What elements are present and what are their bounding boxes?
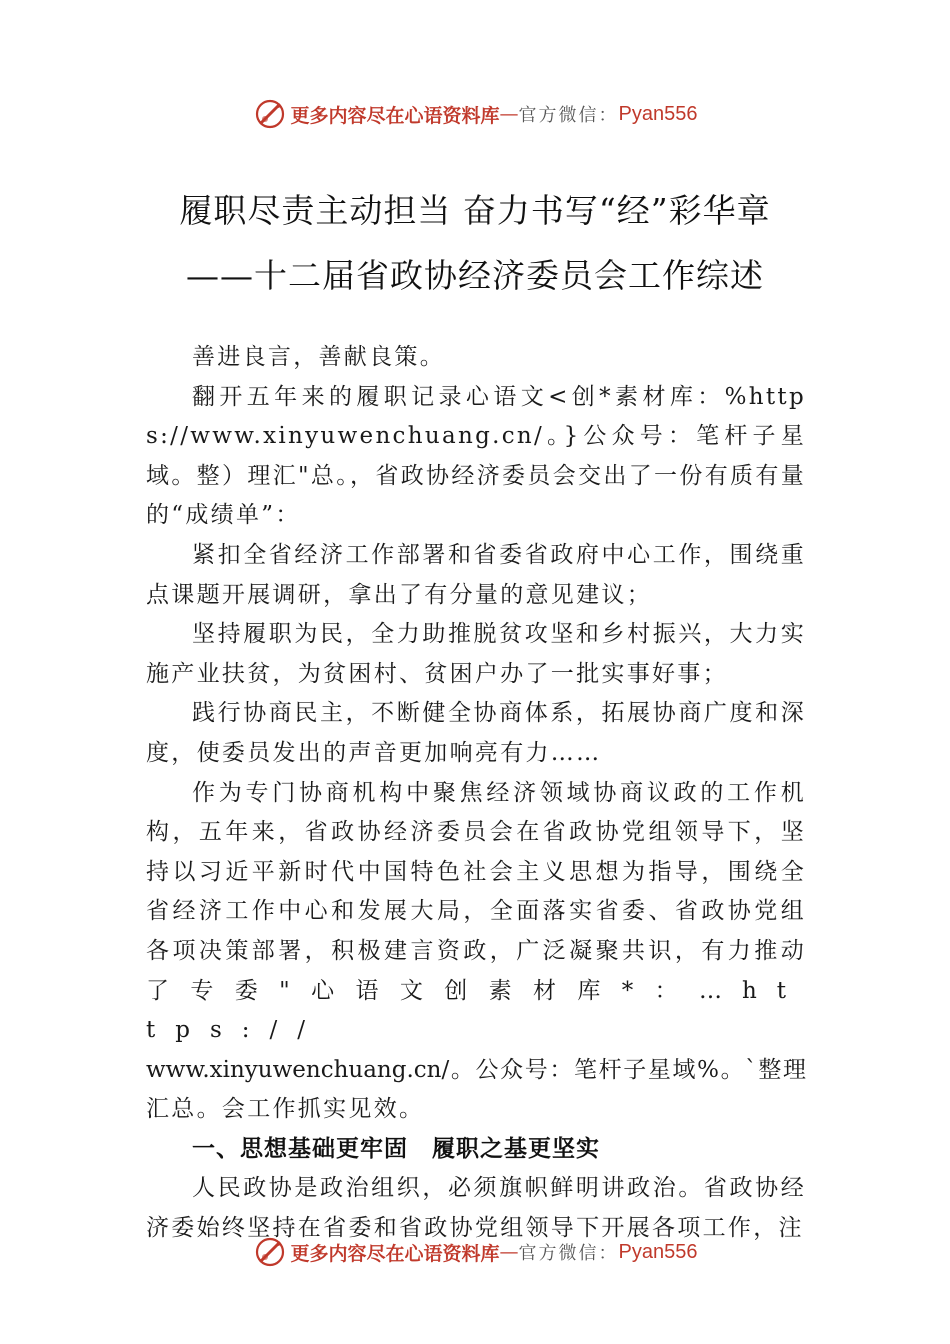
banner-wechat-id: Pyan556	[618, 1240, 698, 1263]
paragraph: 紧扣全省经济工作部署和省委省政府中心工作，围绕重点课题开展调研，拿出了有分量的意见建议；	[146, 541, 806, 608]
banner-wechat-id: Pyan556	[618, 102, 698, 125]
paragraph: 践行协商民主，不断健全协商体系，拓展协商广度和深度，使委员发出的声音更加响亮有力……	[146, 700, 806, 766]
paragraph-line: 了专委"心语文创素材库*：…https://	[146, 977, 806, 1044]
paragraph: 坚持履职为民，全力助推脱贫攻坚和乡村振兴，大力实施产业扶贫，为贫困村、贫困户办了一批实事好事；	[146, 621, 806, 687]
paragraph-line: www.xinyuwenchuang.cn/。公众号：笔杆子星域%。`整理	[146, 1056, 806, 1083]
paragraph-line: 各项决策部署，积极建言资政，广泛凝聚共识，有力推动	[146, 937, 806, 964]
paragraph: 人民政协是政治组织，必须旗帜鲜明讲政治。省政协经济委始终坚持在省委和省政协党组领导下开展各项工作，注	[146, 1175, 806, 1242]
section-heading: 一、思想基础更牢固 履职之基更坚实	[192, 1135, 600, 1162]
banner-wechat-label: 官方微信：	[518, 1243, 619, 1264]
pen-logo-icon	[253, 1235, 287, 1269]
paragraph-line: 汇总。会工作抓实见效。	[146, 1096, 425, 1123]
paragraph-line: 持以习近平新时代中国特色社会主义思想为指导，围绕全	[146, 858, 806, 885]
banner-wechat-label: 官方微信：	[518, 105, 619, 126]
document-body	[146, 338, 806, 1249]
pen-logo-icon	[253, 97, 287, 131]
footer-banner	[0, 1232, 950, 1272]
paragraph: 翻开五年来的履职记录心语文<创*素材库：%https://www.xinyuwenchuang.cn/。}公众号：笔杆子星域。整）理汇"总。，省政协经济委员会交出了一份有质有量的“成绩单”：	[146, 383, 806, 529]
paragraph-line: 作为专门协商机构中聚焦经济领域协商议政的工作机	[192, 779, 806, 806]
document-subtitle: ——十二届省政协经济委员会工作综述	[186, 256, 764, 295]
paragraph: 善进良言，善献良策。	[192, 344, 445, 370]
document-title: 履职尽责主动担当 奋力书写“经”彩华章	[179, 191, 771, 230]
header-banner	[0, 94, 950, 134]
banner-main-text: 更多内容尽在心语资料库	[290, 104, 500, 127]
banner-separator: —	[499, 1241, 519, 1263]
paragraph-line: 省经济工作中心和发展大局，全面落实省委、省政协党组	[146, 898, 806, 925]
banner-main-text: 更多内容尽在心语资料库	[290, 1242, 500, 1265]
banner-separator: —	[499, 103, 519, 125]
paragraph-line: 构，五年来，省政协经济委员会在省政协党组领导下，坚	[146, 819, 806, 846]
